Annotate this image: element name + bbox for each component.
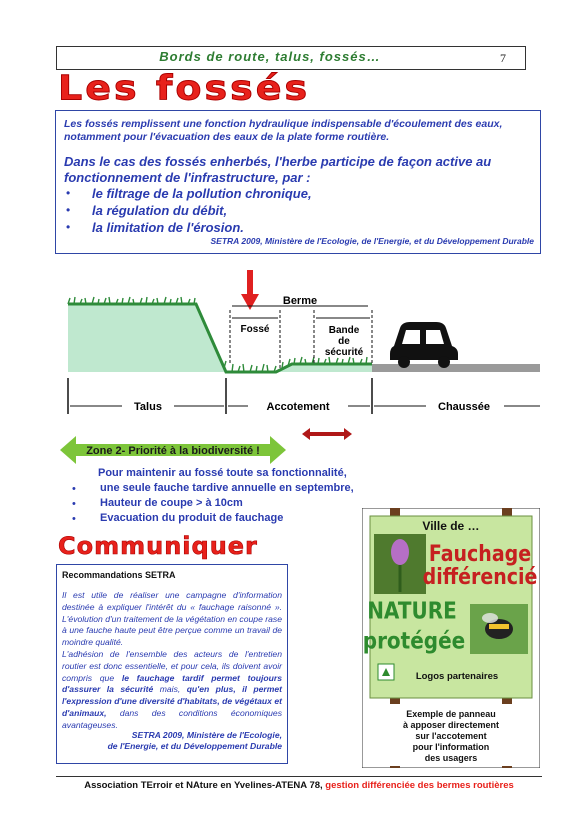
label-fosse: Fossé xyxy=(240,324,270,335)
label-securite: sécurité xyxy=(324,347,364,358)
road-surface xyxy=(372,364,540,372)
label-berme: Berme xyxy=(282,295,318,307)
car-icon xyxy=(390,322,458,368)
caption-line: Exemple de panneau xyxy=(406,709,496,719)
red-arrow-shaft xyxy=(247,270,253,296)
intro-paragraph-1: Les fossés remplissent une fonction hydraulique indispensable d'écoulement des eaux, notamment pour l'évacuation des eaux de la plate forme routière. xyxy=(64,118,503,143)
bullet-dot: • xyxy=(66,203,71,217)
intro-paragraph-2: Dans le cas des fossés enherbés, l'herbe participe de façon active au fonctionnement de l'infrastructure, par : xyxy=(64,154,492,185)
label-chaussee: Chaussée xyxy=(438,401,490,413)
bullet-dot: • xyxy=(72,483,76,495)
maintain-bullet: Hauteur de coupe > à 10cm xyxy=(100,497,243,509)
sign-differencie: différencié xyxy=(422,563,538,590)
bullet-dot: • xyxy=(72,513,76,525)
intro-bullet: la limitation de l'érosion. xyxy=(92,220,244,235)
caption-line: sur l'accotement xyxy=(415,731,487,741)
sign-logos: Logos partenaires xyxy=(415,671,499,682)
sign-ville: Ville de … xyxy=(422,519,480,533)
label-talus: Talus xyxy=(134,401,162,413)
page-number: 7 xyxy=(500,51,506,65)
section-title-communiquer: Communiquer xyxy=(58,532,258,560)
sign-fauchage: Fauchage xyxy=(428,540,532,567)
intro-source: SETRA 2009, Ministère de l'Ecologie, de l'Energie, et du Développement Durable xyxy=(210,236,534,246)
zone-label: Zone 2- Priorité à la biodiversité ! xyxy=(86,445,260,457)
bullet-dot: • xyxy=(66,186,71,200)
ditch-cross-section-diagram xyxy=(56,268,542,466)
maintain-bullet: une seule fauche tardive annuelle en septembre, xyxy=(100,482,354,494)
caption-line: des usagers xyxy=(424,753,478,763)
recommendations-source: SETRA 2009, Ministère de l'Ecologie, de l'Energie, et du Développement Durable xyxy=(107,730,282,751)
label-accotement: Accotement xyxy=(266,401,330,413)
label-bande: Bande xyxy=(328,325,360,336)
red-arrow-head xyxy=(241,294,259,310)
header-title: Bords de route, talus, fossés… xyxy=(159,49,381,64)
footer: Association TErroir et NAture en Yvelines-ATENA 78, gestion différenciée des bermes routières xyxy=(84,780,514,791)
roadside-sign-illustration xyxy=(362,508,540,768)
intro-bullet: le filtrage de la pollution chronique, xyxy=(92,186,312,201)
caption-line: pour l'information xyxy=(412,742,490,752)
caption-line: à apposer directement xyxy=(402,720,500,730)
label-de: de xyxy=(338,336,350,347)
sign-nature: NATURE xyxy=(367,598,457,625)
bullet-dot: • xyxy=(72,498,76,510)
maintain-intro: Pour maintenir au fossé toute sa fonctionnalité, xyxy=(98,467,347,479)
footer-divider xyxy=(56,776,542,777)
page-title: Les fossés xyxy=(58,68,311,108)
maintain-bullet: Evacuation du produit de fauchage xyxy=(100,512,284,524)
bullet-dot: • xyxy=(66,220,71,234)
sign-protegee: protégée xyxy=(362,628,466,655)
recommendations-text: Il est utile de réaliser une campagne d'information destinée à expliquer l'intérêt du « fauchage raisonné ». L'évolution d'un traitement de la végétation en coupe rase à une fauche haute peut être perçue comme un travail de moindre qualité. L'adhésion de l'ensemble des acteurs de l'entretien routier est donc essentielle, et pour cela, ils doivent avoir compris que le fauchage tardif permet toujours d'assurer la sécurité mais, qu'en plus, il permet l'expression d'une diversité d'habitats, de végétaux et d'animaux, dans des conditions économiques avantageuses. xyxy=(62,590,282,730)
red-double-arrow xyxy=(302,428,352,440)
recommendations-title: Recommandations SETRA xyxy=(62,570,176,580)
intro-bullet: la régulation du débit, xyxy=(92,203,228,218)
